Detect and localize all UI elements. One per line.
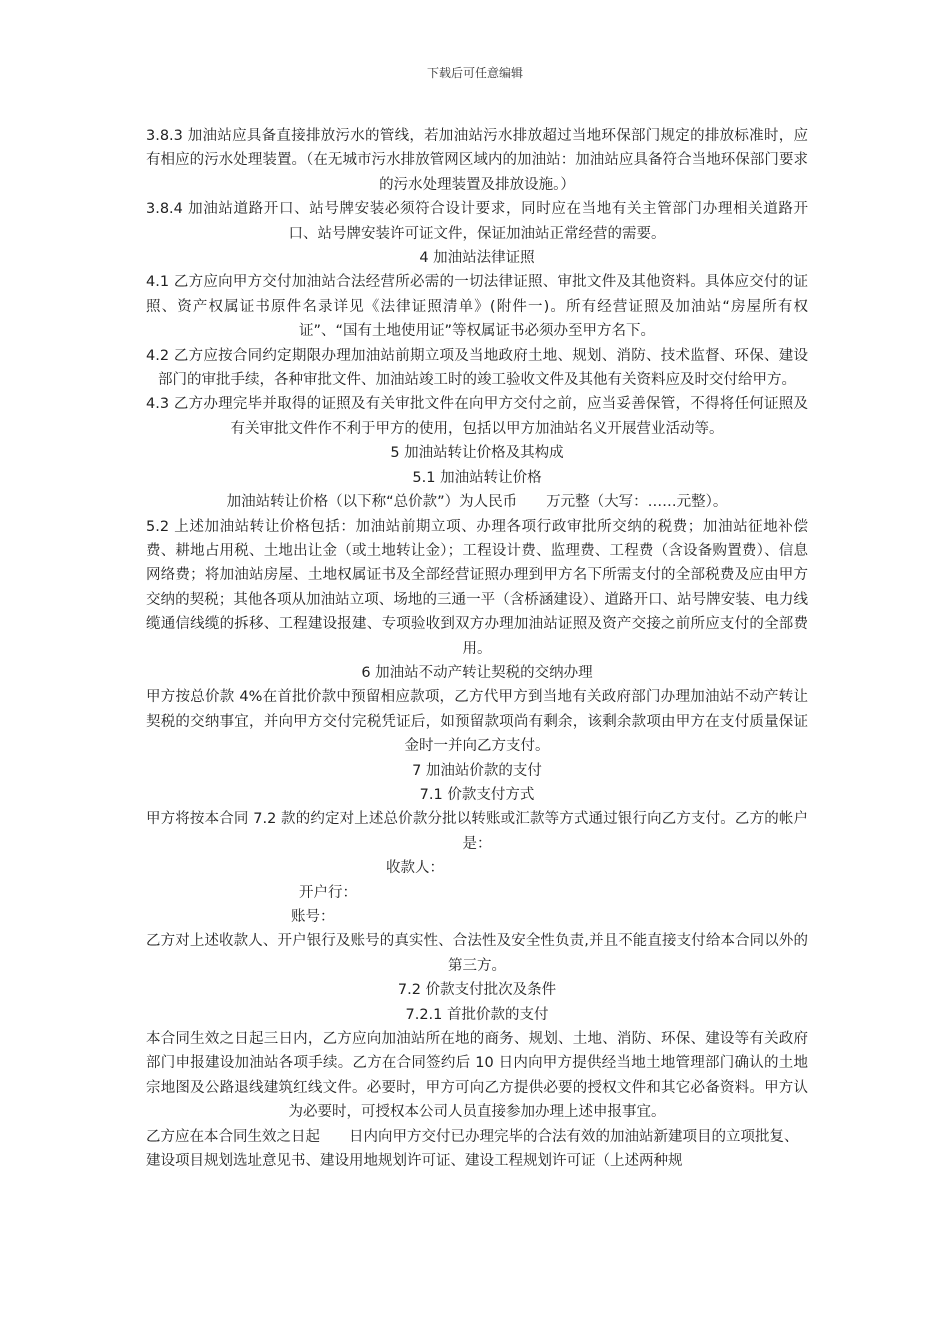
clause-4-2: 4.2 乙方应按合同约定期限办理加油站前期立项及当地政府土地、规划、消防、技术监督、环保、建设部门的审批手续，各种审批文件、加油站竣工时的竣工验收文件及其他有关资料应及时交付给甲方。 <box>146 347 808 389</box>
clause-3-8-4: 3.8.4 加油站道路开口、站号牌安装必须符合设计要求，同时应在当地有关主管部门办理相关道路开口、站号牌安装许可证文件，保证加油站正常经营的需要。 <box>146 201 808 242</box>
document-body <box>146 124 808 1173</box>
clause-4-1: 4.1 乙方应向甲方交付加油站合法经营所必需的一切法律证照、审批文件及其他资料。具体应交付的证照、资产权属证书原件名录详见《法律证照清单》(附件一)。所有经营证照及加油站“房屋所有权证”、“国有土地使用证”等权属证书必须办至甲方名下。 <box>146 274 808 340</box>
section-heading-5: 5 加油站转让价格及其构成 <box>390 445 564 462</box>
clause-7-1-body: 甲方将按本合同 7.2 款的约定对上述总价款分批以转账或汇款等方式通过银行向乙方支付。乙方的帐户是： <box>146 811 808 852</box>
section-heading-6: 6 加油站不动产转让契税的交纳办理 <box>361 664 593 681</box>
clause-7-2-1-continued: 乙方应在本合同生效之日起 日内向甲方交付已办理完毕的合法有效的加油站新建项目的立项批复、建设项目规划选址意见书、建设用地规划许可证、建设工程规划许可证（上述两种规 <box>146 1128 799 1170</box>
clause-4-3: 4.3 乙方办理完毕并取得的证照及有关审批文件在向甲方交付之前，应当妥善保管，不得将任何证照及有关审批文件作不利于甲方的使用，包括以甲方加油站名义开展营业活动等。 <box>146 396 808 437</box>
subsection-heading-7-1: 7.1 价款支付方式 <box>419 786 535 803</box>
payee-field-label: 收款人： <box>386 860 444 877</box>
clause-3-8-3: 3.8.3 加油站应具备直接排放污水的管线，若加油站污水排放超过当地环保部门规定的排放标准时，应有相应的污水处理装置。（在无城市污水排放管网区域内的加油站：加油站应具备符合当地环保部门要求的污水处理装置及排放设施。） <box>146 128 808 193</box>
clause-7-2-1-body: 本合同生效之日起三日内，乙方应向加油站所在地的商务、规划、土地、消防、环保、建设等有关政府部门申报建设加油站各项手续。乙方在合同签约后 10 日内向甲方提供经当地土地管理部门确认的土地宗地图及公路退线建筑红线文件。必要时，甲方可向乙方提供必要的授权文件和其它必备资料。甲方认为必要时，可授权本公司人员直接参加办理上述申报事宜。 <box>146 1031 808 1121</box>
clause-5-2: 5.2 上述加油站转让价格包括：加油站前期立项、办理各项行政审批所交纳的税费；加油站征地补偿费、耕地占用税、土地出让金（或土地转让金）；工程设计费、监理费、工程费（含设备购置费）、信息网络费；将加油站房屋、土地权属证书及全部经营证照办理到甲方名下所需支付的全部税费及应由甲方交纳的契税；其他各项从加油站立项、场地的三通一平（含桥涵建设）、道路开口、站号牌安装、电力线缆通信线缆的拆移、工程建设报建、专项验收到双方办理加油站证照及资产交接之前所应支付的全部费用。 <box>146 518 808 657</box>
transfer-price-line: 加油站转让价格（以下称“总价款”）为人民币 万元整（大写：……元整）。 <box>226 494 728 511</box>
page-header-note: 下载后可任意编辑 <box>426 66 523 80</box>
clause-6-body: 甲方按总价款 4%在首批价款中预留相应款项，乙方代甲方到当地有关政府部门办理加油站不动产转让契税的交纳事宜，并向甲方交付完税凭证后，如预留款项尚有剩余，该剩余款项由甲方在支付质量保证金时一并向乙方支付。 <box>146 689 808 755</box>
bank-field-label: 开户行： <box>299 884 357 901</box>
section-heading-7: 7 加油站价款的支付 <box>412 762 542 779</box>
subsection-heading-7-2: 7.2 价款支付批次及条件 <box>397 982 557 999</box>
section-heading-4: 4 加油站法律证照 <box>419 250 535 267</box>
subsection-heading-5-1: 5.1 加油站转让价格 <box>412 469 542 486</box>
account-responsibility-clause: 乙方对上述收款人、开户银行及账号的真实性、合法性及安全性负责,并且不能直接支付给本合同以外的第三方。 <box>146 933 808 974</box>
subsection-heading-7-2-1: 7.2.1 首批价款的支付 <box>405 1006 549 1023</box>
account-field-label: 账号： <box>291 909 335 925</box>
